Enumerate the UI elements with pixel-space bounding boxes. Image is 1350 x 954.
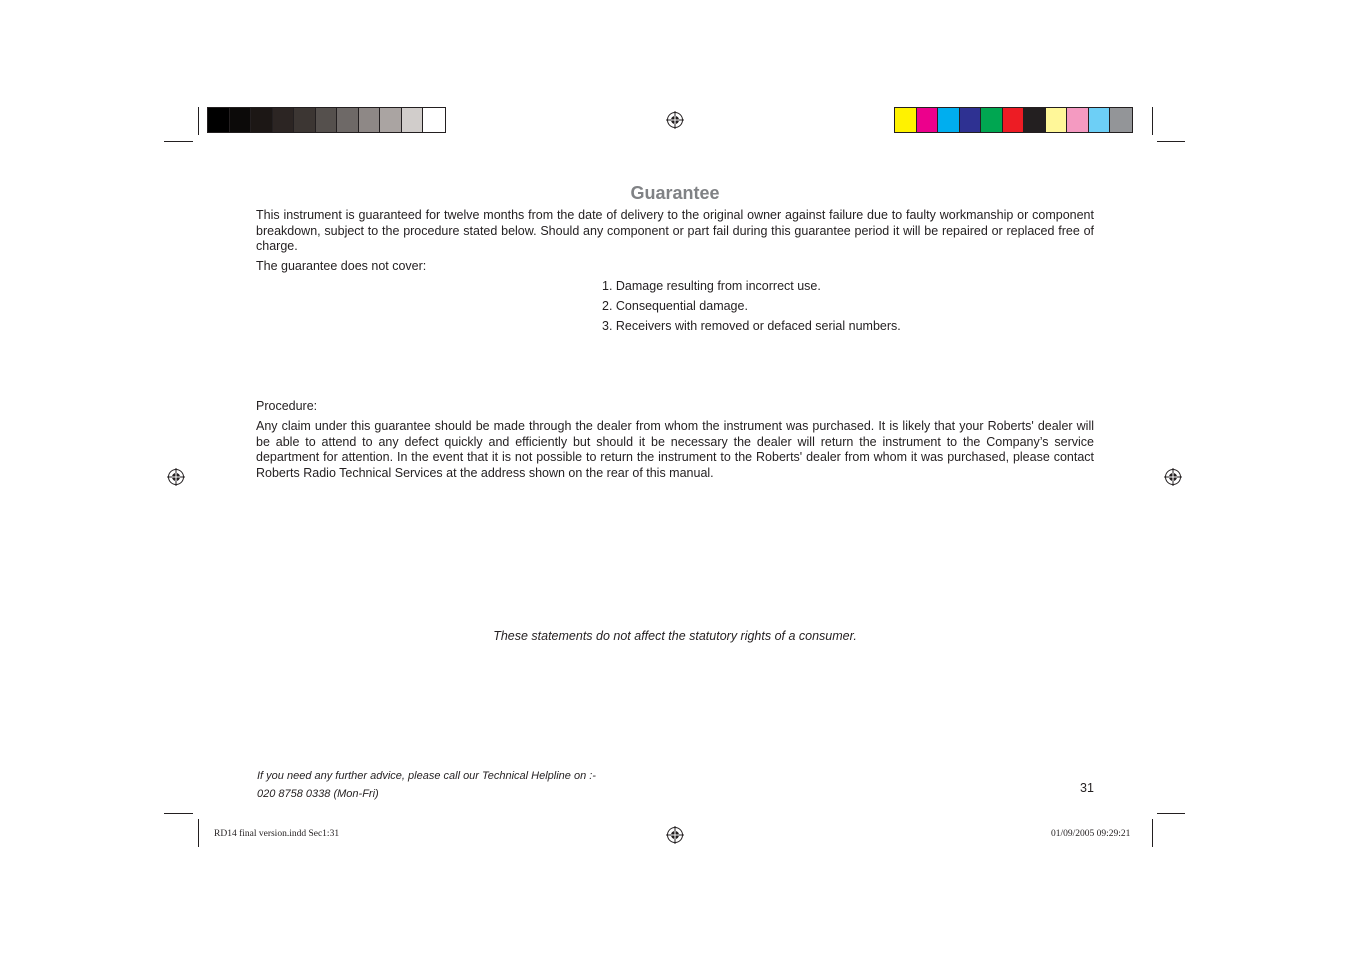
color-swatch — [938, 108, 960, 132]
slug-filename: RD14 final version.indd Sec1:31 — [214, 829, 340, 839]
color-swatch — [1003, 108, 1025, 132]
color-swatch — [1067, 108, 1089, 132]
registration-mark-icon — [666, 826, 684, 844]
color-swatch — [917, 108, 939, 132]
color-swatch — [208, 108, 230, 132]
not-cover-label: The guarantee does not cover: — [256, 259, 427, 273]
color-swatch — [359, 108, 381, 132]
color-swatch — [230, 108, 252, 132]
color-swatch — [1046, 108, 1068, 132]
helpline-text: If you need any further advice, please call our Technical Helpline on :- — [257, 770, 596, 782]
color-swatch — [981, 108, 1003, 132]
crop-mark — [164, 141, 193, 142]
color-swatch — [1089, 108, 1111, 132]
page-title: Guarantee — [630, 183, 720, 203]
color-swatch — [1110, 108, 1132, 132]
crop-mark — [1152, 107, 1153, 135]
exclusion-item: 3. Receivers with removed or defaced serial numbers. — [602, 319, 901, 333]
statutory-statement: These statements do not affect the statutory rights of a consumer. — [493, 629, 857, 643]
color-swatch — [380, 108, 402, 132]
registration-mark-icon — [1164, 468, 1182, 486]
color-swatch-bar — [894, 107, 1133, 133]
procedure-paragraph: Any claim under this guarantee should be made through the dealer from whom the instrument was purchased. It is likely that your Roberts' dealer will be able to attend to any defect quickly and efficiently but should it be necessary the dealer will return the instrument to the Company’s service department for attention. In the event that it is not possible to return the instrument to the Roberts' dealer from whom it was purchased, please contact Roberts Radio Technical Services at the address shown on the rear of this manual. — [256, 419, 1094, 480]
intro-paragraph: This instrument is guaranteed for twelve months from the date of delivery to the original owner against failure due to faulty workmanship or component breakdown, subject to the procedure stated below. Should any component or part fail during this guarantee period it will be repaired or replaced free of charge. — [256, 208, 1094, 253]
registration-mark-icon — [167, 468, 185, 486]
slug-timestamp: 01/09/2005 09:29:21 — [1051, 829, 1131, 839]
color-swatch — [402, 108, 424, 132]
exclusion-item: 2. Consequential damage. — [602, 299, 748, 313]
color-swatch — [337, 108, 359, 132]
crop-mark — [1157, 141, 1185, 142]
crop-mark — [1157, 813, 1185, 814]
page-number: 31 — [1080, 781, 1094, 795]
color-swatch — [1024, 108, 1046, 132]
grey-swatch-bar — [207, 107, 446, 133]
color-swatch — [423, 108, 445, 132]
helpline-number: 020 8758 0338 (Mon-Fri) — [257, 788, 379, 800]
color-swatch — [316, 108, 338, 132]
crop-mark — [198, 819, 199, 847]
color-swatch — [273, 108, 295, 132]
procedure-label: Procedure: — [256, 399, 318, 413]
crop-mark — [164, 813, 193, 814]
color-swatch — [294, 108, 316, 132]
crop-mark — [1152, 819, 1153, 847]
crop-mark — [198, 107, 199, 135]
color-swatch — [960, 108, 982, 132]
color-swatch — [895, 108, 917, 132]
registration-mark-icon — [666, 111, 684, 129]
color-swatch — [251, 108, 273, 132]
exclusion-item: 1. Damage resulting from incorrect use. — [602, 279, 821, 293]
